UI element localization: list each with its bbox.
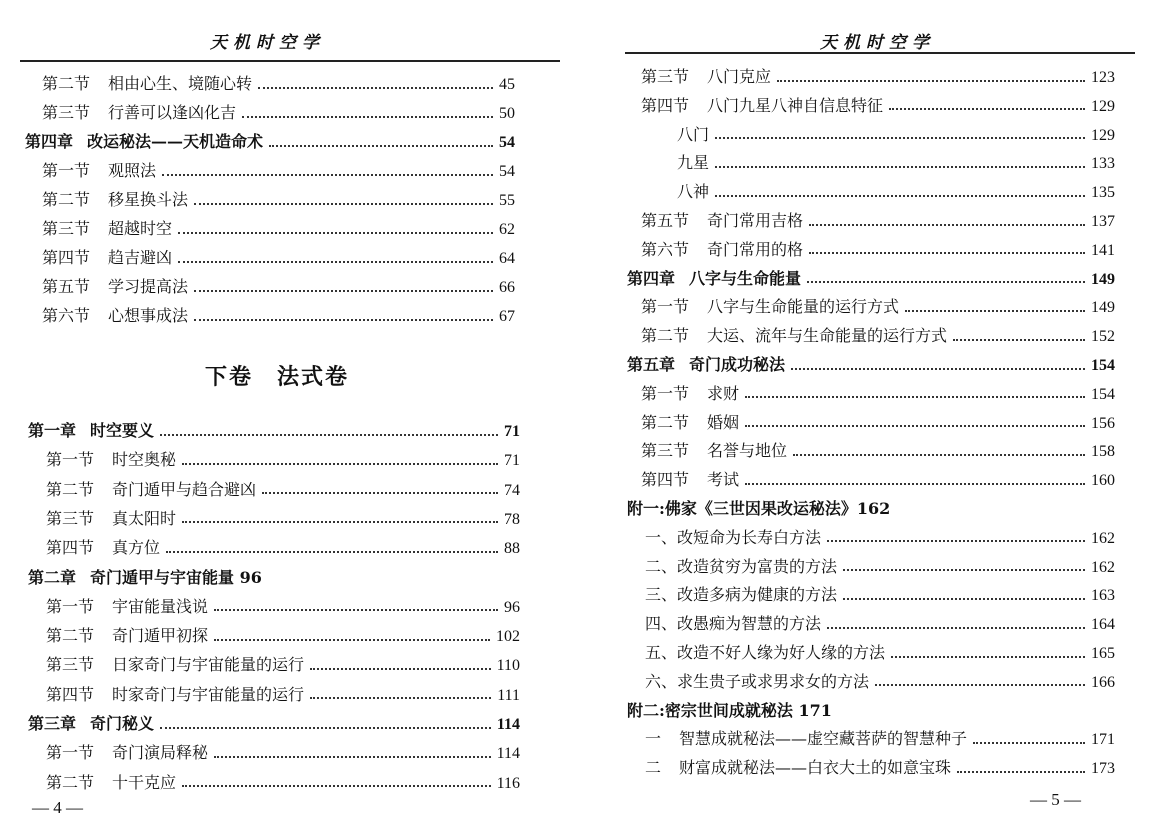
dot-leader	[889, 108, 1085, 110]
toc-entry-number: 第一节	[46, 450, 95, 470]
toc-entry	[42, 73, 515, 96]
toc-entry-page: 116	[496, 774, 520, 792]
toc-entry-page: 173	[1091, 760, 1115, 778]
dot-leader	[160, 727, 491, 729]
toc-entry-title: 奇门常用的格	[707, 239, 804, 259]
dot-leader	[194, 290, 493, 292]
toc-entry-title: 奇门演局释秘	[112, 743, 209, 763]
dot-leader	[310, 668, 491, 670]
toc-entry-number: 第五节	[42, 277, 91, 296]
toc-entry	[641, 383, 1115, 406]
toc-entry-number: 第一章	[28, 421, 77, 440]
toc-entry-title: 趋吉避凶	[108, 248, 173, 267]
toc-entry	[28, 713, 520, 736]
toc-entry-page: 54	[499, 134, 515, 151]
toc-entry-number: 第三节	[46, 508, 95, 528]
toc-entry	[645, 613, 1115, 636]
dot-leader	[182, 521, 498, 523]
toc-entry-number: 第三节	[42, 219, 91, 238]
toc-entry	[28, 567, 520, 589]
toc-entry	[42, 102, 515, 125]
toc-entry-page: 166	[1091, 673, 1115, 691]
dot-leader	[745, 425, 1085, 427]
dot-leader	[715, 166, 1085, 168]
dot-leader	[166, 551, 498, 553]
toc-entry	[46, 684, 520, 707]
toc-entry	[42, 160, 515, 183]
left-header-rule	[20, 60, 560, 62]
dot-leader	[745, 396, 1085, 398]
dot-leader	[194, 319, 493, 321]
toc-entry	[645, 556, 1115, 579]
toc-entry-page: 110	[496, 657, 520, 675]
dot-leader	[891, 656, 1085, 658]
toc-entry-title: 行善可以逢凶化吉	[108, 103, 237, 122]
dot-leader	[745, 483, 1085, 485]
toc-entry-page: 78	[504, 510, 520, 528]
toc-entry	[641, 412, 1115, 435]
toc-entry-title: 日家奇门与宇宙能量的运行	[112, 655, 305, 675]
toc-entry-number: 第四节	[641, 470, 690, 490]
toc-entry	[641, 296, 1115, 319]
toc-entry	[677, 124, 1115, 147]
toc-entry-page: 163	[1091, 587, 1115, 605]
toc-entry	[641, 469, 1115, 492]
toc-entry-title: 宇宙能量浅说	[112, 596, 209, 616]
toc-entry-title: 五、改造不好人缘为好人缘的方法	[645, 643, 886, 662]
dot-leader	[905, 310, 1085, 312]
toc-entry-title: 观照法	[108, 161, 157, 180]
toc-entry	[645, 728, 1115, 751]
toc-entry	[42, 276, 515, 299]
toc-entry-page: 102	[496, 628, 520, 646]
toc-entry-title: 奇门成功秘法	[689, 355, 786, 374]
toc-entry	[627, 268, 1115, 291]
toc-entry-number: 二	[645, 758, 662, 778]
toc-entry	[645, 584, 1115, 607]
toc-entry-page: 50	[499, 105, 515, 122]
toc-entry	[627, 354, 1115, 377]
toc-entry-title: 时空要义	[90, 421, 155, 440]
toc-entry-page: 62	[499, 221, 515, 238]
toc-entry-title: 智慧成就秘法——虚空藏菩萨的智慧种子	[679, 729, 968, 749]
toc-entry-title: 八字与生命能量的运行方式	[707, 297, 900, 317]
toc-entry-title: 奇门遁甲初探	[112, 626, 209, 646]
toc-entry-number: 第二节	[42, 190, 91, 209]
toc-entry-number: 第三章	[28, 714, 77, 733]
toc-entry	[46, 625, 520, 648]
toc-entry	[641, 239, 1115, 262]
right-page	[575, 0, 1150, 829]
toc-entry-title: 心想事成法	[108, 306, 189, 325]
dot-leader	[310, 697, 491, 699]
dot-leader	[843, 569, 1085, 571]
dot-leader	[182, 785, 491, 787]
dot-leader	[214, 756, 491, 758]
toc-entry-page: 111	[497, 686, 520, 704]
toc-entry-page: 154	[1091, 357, 1115, 374]
toc-entry-number: 第六节	[641, 239, 690, 259]
toc-entry-number: 第四节	[641, 95, 690, 115]
toc-entry-title: 奇门遁甲与趋合避凶	[112, 479, 257, 499]
toc-entry	[46, 772, 520, 795]
dot-leader	[827, 540, 1085, 542]
toc-entry-number: 第四节	[42, 248, 91, 267]
toc-entry-page: 123	[1091, 69, 1115, 86]
toc-entry-title: 考试	[707, 470, 740, 490]
toc-entry-page: 71	[504, 423, 520, 440]
toc-entry-number: 第五章	[627, 355, 676, 374]
toc-entry	[645, 642, 1115, 665]
toc-entry-page: 66	[499, 279, 515, 296]
toc-entry-page: 154	[1091, 385, 1115, 403]
toc-entry-page: 74	[504, 481, 520, 499]
toc-entry-title: 移星换斗法	[108, 190, 189, 209]
dot-leader	[715, 195, 1085, 197]
toc-entry-title: 附二:密宗世间成就秘法 171	[627, 700, 832, 720]
toc-entry	[42, 247, 515, 270]
toc-entry-page: 162	[1091, 529, 1115, 547]
toc-entry-title: 真太阳时	[112, 508, 177, 528]
toc-entry	[627, 498, 1115, 520]
dot-leader	[875, 684, 1085, 686]
toc-entry-title: 真方位	[112, 538, 161, 558]
toc-entry-number: 第一节	[641, 297, 690, 317]
toc-entry	[627, 700, 1115, 722]
toc-entry-page: 71	[504, 452, 520, 470]
toc-entry	[42, 189, 515, 212]
toc-entry-page: 64	[499, 250, 515, 267]
toc-entry-title: 奇门常用吉格	[707, 211, 804, 230]
toc-entry-number: 第二节	[46, 626, 95, 646]
toc-entry-page: 114	[496, 716, 520, 733]
toc-entry-title: 三、改造多病为健康的方法	[645, 585, 838, 605]
toc-entry-page: 158	[1091, 443, 1115, 461]
toc-entry	[46, 742, 520, 765]
toc-entry	[641, 95, 1115, 118]
toc-entry	[46, 654, 520, 677]
toc-entry	[641, 66, 1115, 89]
toc-entry	[46, 449, 520, 472]
toc-entry-page: 129	[1091, 126, 1115, 144]
dot-leader	[178, 261, 493, 263]
toc-entry-page: 135	[1091, 184, 1115, 202]
toc-entry-page: 55	[499, 192, 515, 209]
toc-entry	[677, 181, 1115, 204]
dot-leader	[953, 339, 1085, 341]
toc-entry-title: 时空奥秘	[112, 450, 177, 470]
toc-entry-title: 大运、流年与生命能量的运行方式	[707, 326, 948, 346]
right-header-rule	[625, 52, 1135, 54]
toc-entry	[645, 757, 1115, 780]
toc-entry-number: 第二节	[46, 479, 95, 499]
toc-entry-number: 第二节	[641, 326, 690, 346]
toc-entry-page: 137	[1091, 213, 1115, 230]
toc-entry-page: 162	[1091, 558, 1115, 576]
toc-entry-title: 四、改愚痴为智慧的方法	[645, 614, 822, 634]
dot-leader	[258, 87, 493, 89]
dot-leader	[214, 609, 498, 611]
toc-entry-number: 第四节	[46, 684, 95, 704]
toc-entry-title: 一、改短命为长寿白方法	[645, 527, 822, 547]
dot-leader	[809, 252, 1085, 254]
dot-leader	[715, 137, 1085, 139]
toc-entry-number: 第四章	[25, 132, 74, 151]
toc-entry-number: 第一节	[641, 383, 690, 403]
dot-leader	[214, 639, 490, 641]
toc-entry-number: 第二节	[641, 412, 690, 432]
toc-entry-title: 婚姻	[707, 412, 740, 432]
right-page-number: — 5 —	[1030, 790, 1081, 809]
toc-entry-title: 附一:佛家《三世因果改运秘法》162	[627, 499, 891, 518]
dot-leader	[194, 203, 493, 205]
toc-entry-title: 八门九星八神自信息特征	[707, 95, 884, 115]
toc-entry-title: 超越时空	[108, 219, 173, 238]
toc-entry-title: 十干克应	[112, 772, 177, 792]
toc-entry-title: 八神	[677, 182, 710, 202]
dot-leader	[807, 281, 1085, 283]
toc-entry-title: 二、改造贫穷为富贵的方法	[645, 556, 838, 576]
toc-entry-number: 第一节	[46, 743, 95, 763]
toc-entry-title: 求财	[707, 383, 740, 403]
toc-entry-number: 第五节	[641, 211, 690, 230]
toc-entry-page: 67	[499, 308, 515, 325]
dot-leader	[777, 80, 1085, 82]
dot-leader	[178, 232, 493, 234]
dot-leader	[182, 463, 498, 465]
dot-leader	[973, 742, 1085, 744]
dot-leader	[809, 224, 1085, 226]
toc-entry-page: 156	[1091, 414, 1115, 432]
toc-entry-number: 第六节	[42, 306, 91, 325]
dot-leader	[262, 492, 498, 494]
toc-entry-number: 第二节	[42, 74, 91, 93]
toc-entry	[28, 420, 520, 443]
toc-entry	[645, 527, 1115, 550]
toc-entry-title: 学习提高法	[108, 277, 189, 296]
toc-entry	[641, 325, 1115, 348]
toc-entry	[42, 218, 515, 241]
toc-entry-page: 152	[1091, 328, 1115, 346]
toc-entry-title: 八字与生命能量	[689, 268, 802, 288]
dot-leader	[843, 598, 1085, 600]
toc-entry-title: 名誉与地位	[707, 441, 788, 461]
toc-entry	[641, 210, 1115, 233]
toc-entry	[641, 440, 1115, 463]
volume-title: 下卷 法式卷	[205, 364, 350, 390]
toc-entry	[677, 152, 1115, 175]
toc-entry-number: 第二章	[28, 567, 77, 587]
toc-entry-number: 第三节	[641, 441, 690, 461]
toc-entry-title: 时家奇门与宇宙能量的运行	[112, 684, 305, 704]
toc-entry-number: 第三节	[641, 67, 690, 86]
toc-entry	[42, 305, 515, 328]
dot-leader	[242, 116, 493, 118]
toc-entry	[46, 596, 520, 619]
dot-leader	[791, 368, 1085, 370]
toc-entry	[645, 671, 1115, 694]
toc-entry-number: 第三节	[42, 103, 91, 122]
toc-entry	[46, 479, 520, 502]
toc-entry-title: 奇门遁甲与宇宙能量 96	[90, 567, 262, 587]
left-page-number: — 4 —	[32, 798, 83, 817]
toc-entry-page: 88	[504, 540, 520, 558]
toc-entry-number: 第四章	[627, 268, 676, 288]
toc-entry	[25, 131, 515, 154]
toc-entry-title: 六、求生贵子或求男求女的方法	[645, 671, 870, 691]
dot-leader	[160, 434, 498, 436]
toc-entry-page: 149	[1091, 270, 1115, 288]
right-header-title: 天机时空学	[820, 33, 935, 53]
toc-entry-page: 54	[499, 163, 515, 180]
toc-entry-title: 八门克应	[707, 67, 772, 86]
toc-entry-page: 149	[1091, 299, 1115, 317]
toc-entry-page: 114	[496, 745, 520, 763]
toc-entry-number: 第一节	[46, 596, 95, 616]
toc-entry-number: 第四节	[46, 538, 95, 558]
dot-leader	[793, 454, 1085, 456]
toc-entry-number: 第二节	[46, 772, 95, 792]
toc-entry-page: 45	[499, 76, 515, 93]
dot-leader	[269, 145, 493, 147]
dot-leader	[827, 627, 1085, 629]
toc-entry-number: 第一节	[42, 161, 91, 180]
toc-entry	[46, 537, 520, 560]
toc-entry-number: 一	[645, 729, 662, 749]
toc-entry-title: 奇门秘义	[90, 714, 155, 733]
toc-entry-number: 第三节	[46, 655, 95, 675]
toc-entry-title: 八门	[677, 124, 710, 144]
dot-leader	[957, 771, 1085, 773]
toc-entry-page: 165	[1091, 645, 1115, 662]
toc-entry	[46, 508, 520, 531]
dot-leader	[162, 174, 493, 176]
toc-entry-title: 相由心生、境随心转	[108, 74, 253, 93]
toc-entry-page: 160	[1091, 472, 1115, 490]
toc-entry-page: 171	[1091, 731, 1115, 749]
toc-entry-page: 141	[1091, 241, 1115, 259]
toc-entry-title: 九星	[677, 153, 710, 173]
toc-entry-page: 133	[1091, 155, 1115, 173]
toc-entry-title: 财富成就秘法——白衣大土的如意宝珠	[679, 758, 952, 778]
left-header-title: 天机时空学	[210, 33, 325, 53]
toc-entry-page: 96	[504, 598, 520, 616]
toc-entry-page: 129	[1091, 97, 1115, 115]
toc-entry-page: 164	[1091, 616, 1115, 634]
toc-entry-title: 改运秘法——天机造命术	[87, 132, 264, 151]
